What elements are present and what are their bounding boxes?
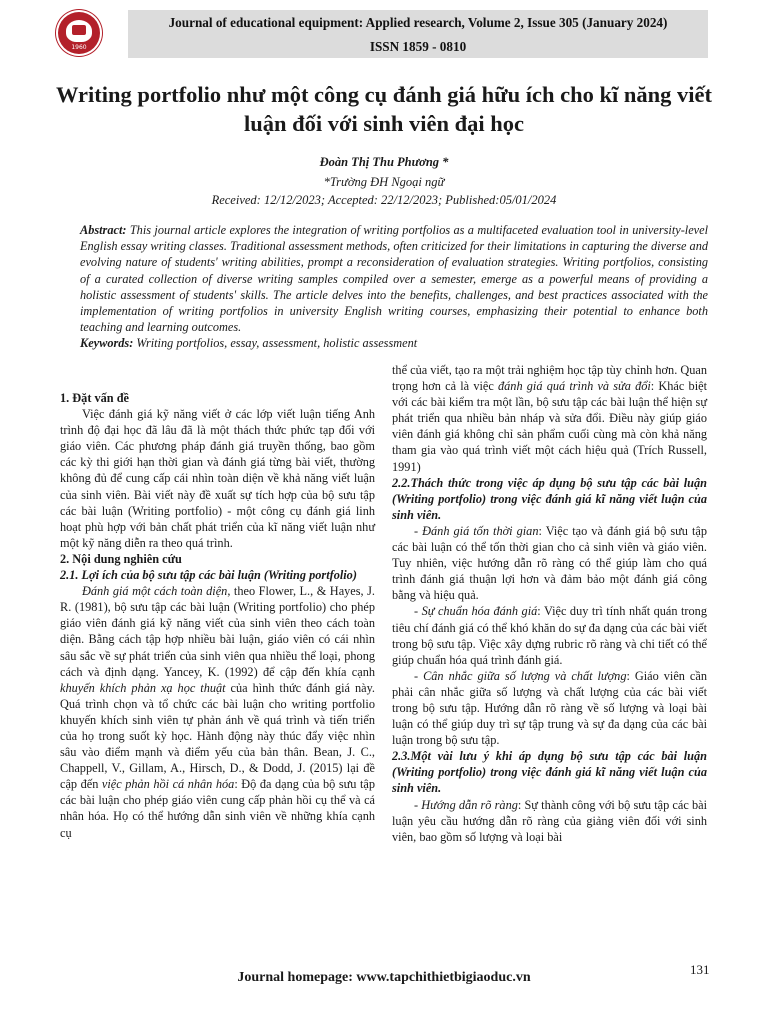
subsection-heading: 2.1. Lợi ích của bộ sưu tập các bài luận (Writing portfolio)	[60, 568, 357, 583]
keywords-label: Keywords:	[80, 336, 134, 351]
journal-homepage: Journal homepage: www.tapchithietbigiaoduc.vn	[237, 970, 531, 985]
logo-year: 1960	[71, 44, 87, 51]
author: Đoàn Thị Thu Phương *	[319, 155, 449, 169]
list-item: - Đánh giá tốn thời gian: Việc tạo và đánh giá bộ sưu tập các bài luận có thể tốn thời gian cho cả sinh viên và giáo viên. Tuy nhiên, việc hướng dẫn rõ ràng có thể giúp làm cho quá trình đánh giá thuận lợi hơn và đảm bảo một đánh giá công bằng và hiệu quả.	[392, 523, 707, 603]
left-column	[60, 390, 375, 841]
affiliation: *Trường ĐH Ngoại ngữ	[323, 175, 445, 189]
article-title: Writing portfolio như một công cụ đánh giá hữu ích cho kĩ năng viết luận đối với sinh viên đại học	[55, 82, 713, 136]
journal-title: Journal of educational equipment: Applied research, Volume 2, Issue 305 (January 2024)	[168, 15, 668, 30]
list-item: - Hướng dẫn rõ ràng: Sự thành công với bộ sưu tập các bài luận yêu cầu hướng dẫn rõ ràng của giảng viên đối với sinh viên, bao gồm số lượng và loại bài	[392, 797, 707, 844]
dates: Received: 12/12/2023; Accepted: 22/12/2023; Published:05/01/2024	[211, 193, 557, 207]
journal-header	[128, 10, 708, 58]
abstract	[80, 222, 708, 352]
list-item: - Cân nhắc giữa số lượng và chất lượng: Giáo viên cần phải cân nhắc giữa số lượng và chất lượng của các bài viết trong bộ sưu tập. Hướng dẫn rõ ràng về số lượng và loại bài luận có thể giúp duy trì sự tập trung và sự đa dạng của các bài luận trong bộ sưu tập.	[392, 668, 707, 748]
page-number: 131	[690, 962, 710, 977]
right-column	[392, 362, 707, 845]
paragraph: Việc đánh giá kỹ năng viết ở các lớp viết luận tiếng Anh trình độ đại học đã lâu đã là một thách thức phức tạp đối với giáo viên. Các phương pháp đánh giá truyền thống, bao gồm các kỳ thi giới hạn thời gian và đánh giá từng bài viết, thường không đủ để cung cấp cái nhìn toàn diện về khả năng viết luận của sinh viên. Bài viết này đề xuất sự tích hợp của bộ sưu tập các bài luận (Writing portfolio) - một công cụ đánh giá linh hoạt phù hợp với bản chất phát triển của kĩ năng viết luận như một kỹ năng diễn ra theo quá trình.	[60, 407, 375, 550]
issn: ISSN 1859 - 0810	[369, 39, 467, 54]
subsection-heading: 2.2.Thách thức trong việc áp dụng bộ sưu tập các bài luận (Writing portfolio) trong việc đánh giá kĩ năng viết luận của sinh viên.	[392, 475, 707, 522]
journal-logo-icon	[58, 12, 100, 54]
keywords: Writing portfolios, essay, assessment, holistic assessment	[136, 336, 418, 351]
paragraph: Đánh giá một cách toàn diện, theo Flower, L., & Hayes, J. R. (1981), bộ sưu tập các bài luận (Writing portfolio) cho phép giáo viên đánh giá kỹ năng viết của sinh viên theo cách toàn diện. Bằng cách tập hợp nhiều bài luận, giáo viên có cái nhìn sâu sắc về sự phát triển của sinh viên qua nhiều thể loại, phong cách và định dạng. Yancey, K. (1992) để cập đến khía cạnh khuyến khích phản xạ học thuật của hình thức đánh giá này. Quá trình chọn và tổ chức các bài luận cho writing portfolio khuyến khích sinh viên tự phản ánh về quá trình và tiến triển của họ trong suốt kỳ học. Hành động này thúc đẩy việc nhìn sâu vào điểm mạnh và điểm yếu của bản thân. Bean, J. C., Chappell, V., Gillam, A., Hirsch, D., & Dodd, J. (2015) lại đề cập đến việc phản hồi cá nhân hóa: Độ đa dạng của bộ sưu tập các bài luận cho phép giáo viên cung cấp phản hồi cụ thể và cá nhân hóa. Họ có thể hướng dẫn sinh viên về những khía cạnh cụ	[60, 584, 376, 840]
abstract-label: Abstract:	[80, 223, 127, 237]
abstract-text: This journal article explores the integration of writing portfolios as a multifaceted evaluation tool in university-level English essay writing classes. Traditional assessment methods, often criticized for their limitations in capturing the diverse and evolving nature of students' writing abilities, prompt a reconsideration of evaluation strategies. Writing portfolios, consisting of a curated collection of diverse writing samples compiled over a semester, emerge as a powerful means of providing a holistic assessment of students' skills. The article delves into the benefits, challenges, and best practices associated with the implementation of writing portfolios in university English writing courses, emphasizing their potential to enhance both teaching and learning outcomes.	[80, 223, 708, 335]
section-heading: 2. Nội dung nghiên cứu	[60, 551, 182, 566]
section-heading: 1. Đặt vấn đề	[60, 391, 130, 405]
list-item: - Sự chuẩn hóa đánh giá: Việc duy trì tính nhất quán trong tiêu chí đánh giá có thể khó khăn do sự đa dạng của các bài viết trong bộ sưu tập. Việc xây dựng rubric rõ ràng và chi tiết có thể giúp chuẩn hóa quá trình đánh giá.	[392, 604, 707, 667]
paragraph: thể của viết, tạo ra một trải nghiệm học tập tùy chỉnh hơn. Quan trọng hơn cả là việc đánh giá quá trình và sửa đổi: Khác biệt với các bài kiểm tra một lần, bộ sưu tập các bài luận thể hiện sự phát triển qua nhiều bản nháp và sửa đổi. Điều này giúp giáo viên đánh giá không chỉ sản phẩm cuối cùng mà còn khả năng tham gia vào quá trình viết một cách hiệu quả (Trích Russell, 1991)	[392, 363, 707, 474]
subsection-heading: 2.3.Một vài lưu ý khi áp dụng bộ sưu tập các bài luận (Writing portfolio) trong việc đánh giá kĩ năng viết luận của sinh viên.	[392, 749, 707, 796]
